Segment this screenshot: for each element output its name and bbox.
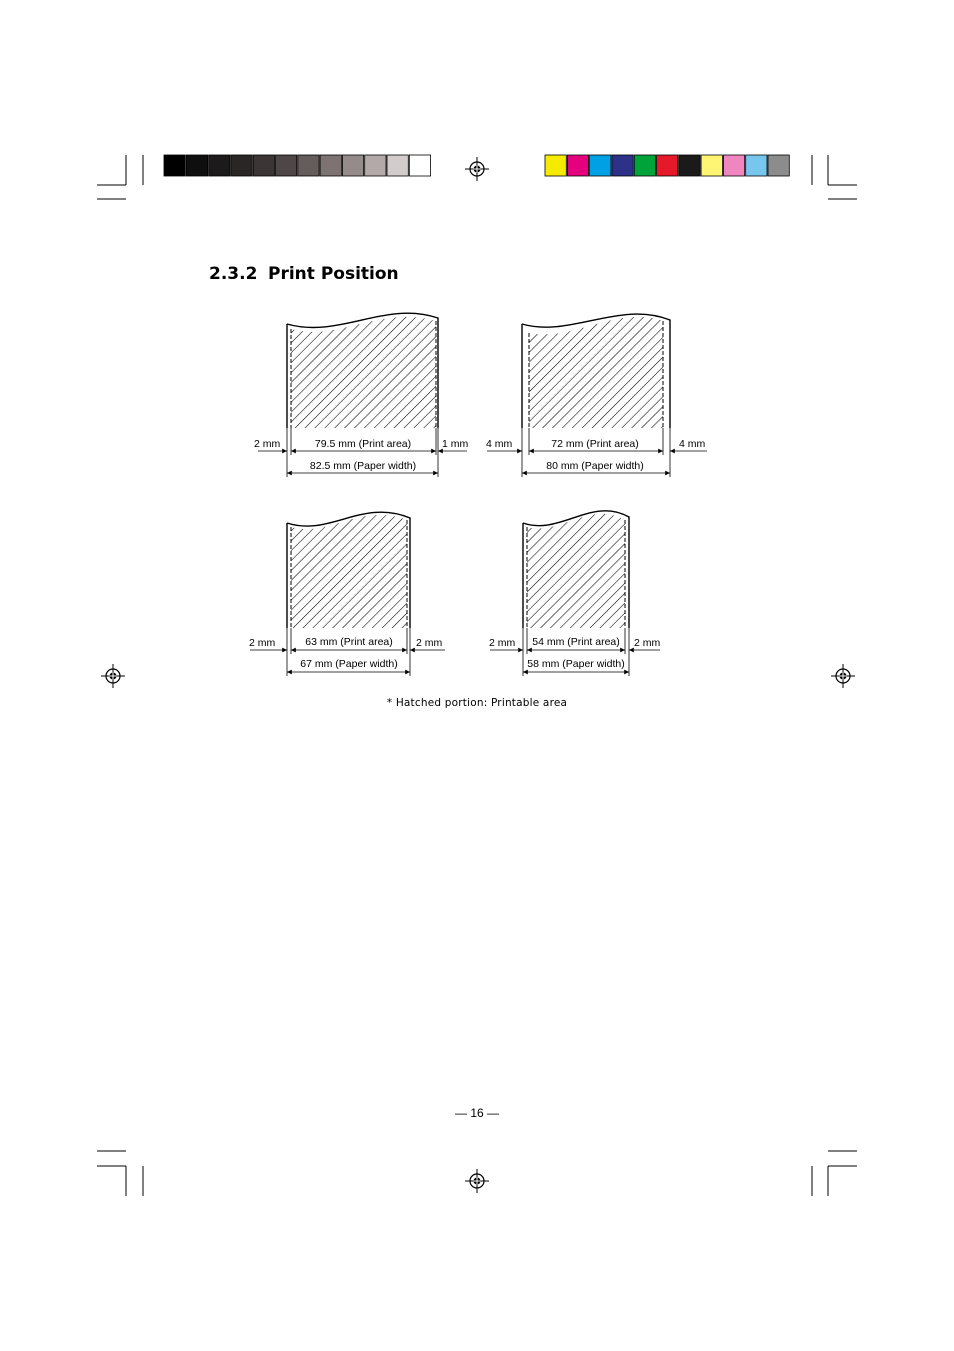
print-area-label: 54 mm (Print area) bbox=[532, 636, 620, 648]
paper-width-label: 58 mm (Paper width) bbox=[527, 658, 625, 670]
color-swatch bbox=[634, 155, 655, 176]
paper-width-label: 80 mm (Paper width) bbox=[546, 460, 644, 472]
section-title: Print Position bbox=[268, 264, 399, 284]
color-calibration-bar bbox=[545, 155, 789, 176]
color-swatch bbox=[253, 155, 274, 176]
color-swatch bbox=[409, 155, 430, 176]
color-swatch bbox=[567, 155, 588, 176]
color-swatch bbox=[545, 155, 566, 176]
color-swatch bbox=[657, 155, 678, 176]
color-swatch bbox=[387, 155, 408, 176]
right-margin-label: 4 mm bbox=[679, 438, 706, 450]
left-margin-label: 4 mm bbox=[486, 438, 513, 450]
left-margin-label: 2 mm bbox=[489, 637, 516, 649]
color-swatch bbox=[768, 155, 789, 176]
hatch-note: * Hatched portion: Printable area bbox=[386, 697, 568, 709]
print-area-label: 72 mm (Print area) bbox=[551, 438, 639, 450]
color-swatch bbox=[342, 155, 363, 176]
paper-diagram-2 bbox=[486, 314, 707, 477]
color-swatch bbox=[276, 155, 297, 176]
color-swatch bbox=[320, 155, 341, 176]
color-swatch bbox=[612, 155, 633, 176]
color-swatch bbox=[590, 155, 611, 176]
registration-crosshair-icon bbox=[465, 1169, 489, 1193]
gray-calibration-bar bbox=[164, 155, 431, 176]
paper-diagram-1 bbox=[254, 313, 469, 477]
left-margin-label: 2 mm bbox=[249, 637, 276, 649]
section-number: 2.3.2 bbox=[209, 264, 258, 284]
paper-diagram-4 bbox=[489, 511, 661, 676]
color-swatch bbox=[723, 155, 744, 176]
registration-crosshair-icon bbox=[831, 664, 855, 688]
right-margin-label: 1 mm bbox=[442, 438, 469, 450]
registration-crosshair-icon bbox=[101, 664, 125, 688]
left-margin-label: 2 mm bbox=[254, 438, 281, 450]
color-swatch bbox=[298, 155, 319, 176]
color-swatch bbox=[365, 155, 386, 176]
print-area-label: 79.5 mm (Print area) bbox=[314, 438, 412, 450]
print-area-label: 63 mm (Print area) bbox=[305, 636, 393, 648]
color-swatch bbox=[701, 155, 722, 176]
color-swatch bbox=[186, 155, 207, 176]
color-swatch bbox=[164, 155, 185, 176]
page-number: — 16 — bbox=[454, 1106, 500, 1120]
color-swatch bbox=[209, 155, 230, 176]
right-margin-label: 2 mm bbox=[416, 637, 443, 649]
registration-crosshair-icon bbox=[465, 157, 489, 181]
color-swatch bbox=[231, 155, 252, 176]
color-swatch bbox=[679, 155, 700, 176]
right-margin-label: 2 mm bbox=[634, 637, 661, 649]
paper-diagram-3 bbox=[249, 512, 445, 676]
crop-marks bbox=[97, 155, 857, 1196]
paper-width-label: 82.5 mm (Paper width) bbox=[309, 460, 417, 472]
color-swatch bbox=[746, 155, 767, 176]
paper-width-label: 67 mm (Paper width) bbox=[300, 658, 398, 670]
